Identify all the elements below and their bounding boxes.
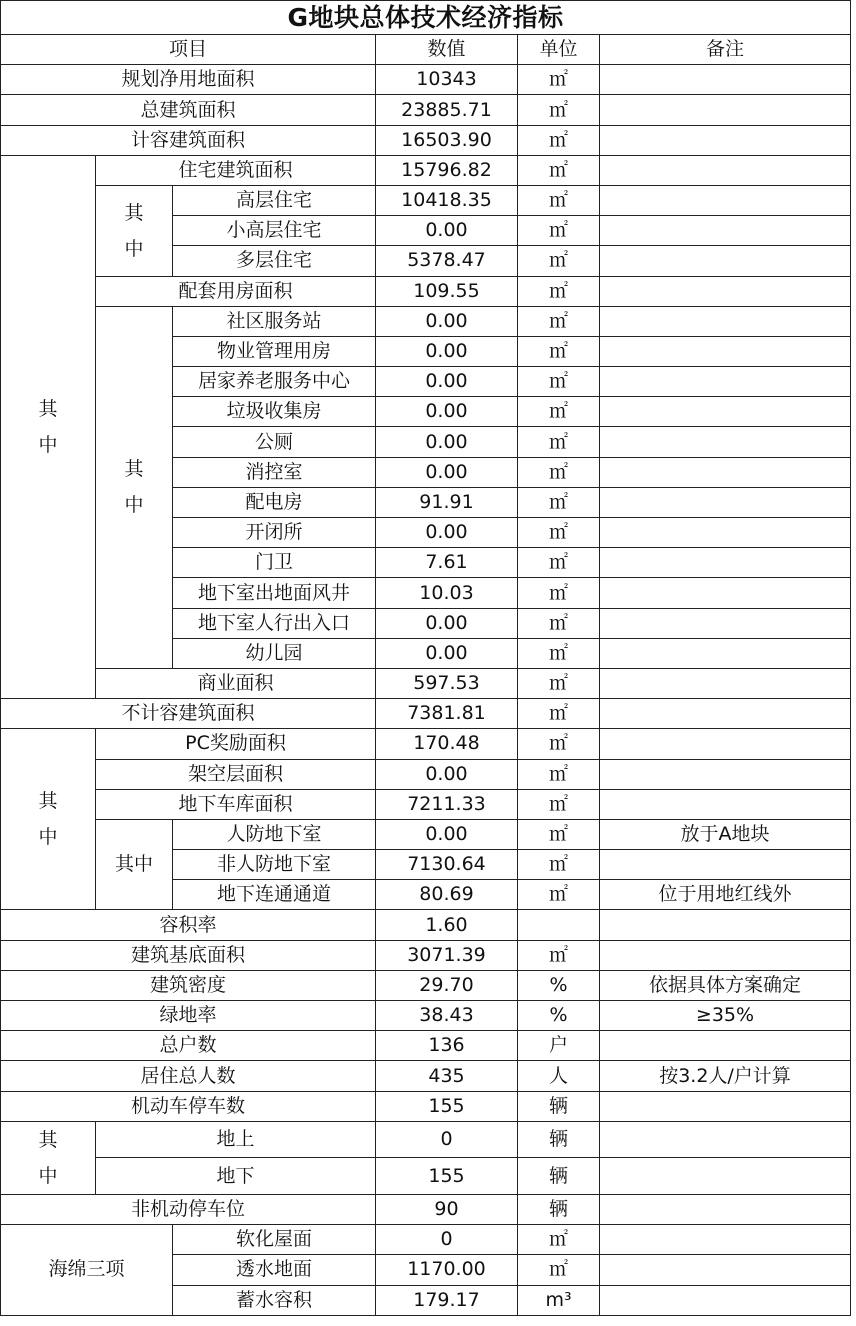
row-label: 非人防地下室 — [173, 850, 376, 880]
row-unit: ㎡ — [518, 759, 600, 789]
table-title: G地块总体技术经济指标 — [1, 1, 851, 35]
row-value: 0.00 — [376, 638, 518, 668]
row-remark — [600, 910, 851, 940]
row-value: 155 — [376, 1158, 518, 1195]
row-unit: 人 — [518, 1061, 600, 1091]
row-remark — [600, 276, 851, 306]
row-value: 91.91 — [376, 487, 518, 517]
row-label: 架空层面积 — [96, 759, 376, 789]
row-label: 消控室 — [173, 457, 376, 487]
header-value: 数值 — [376, 35, 518, 65]
group-label-char: 其 — [124, 458, 144, 481]
row-value: 5378.47 — [376, 246, 518, 276]
row-label: 住宅建筑面积 — [96, 155, 376, 185]
row-value: 0.00 — [376, 216, 518, 246]
row-remark — [600, 548, 851, 578]
row-label: 居家养老服务中心 — [173, 367, 376, 397]
row-unit: ㎡ — [518, 1225, 600, 1255]
table-row — [1, 910, 851, 940]
row-value: 7211.33 — [376, 789, 518, 819]
row-unit: ㎡ — [518, 155, 600, 185]
row-remark — [600, 216, 851, 246]
row-label: 容积率 — [1, 910, 376, 940]
group-label-char: 其 — [38, 790, 58, 813]
row-label: 公厕 — [173, 427, 376, 457]
row-unit: ㎡ — [518, 880, 600, 910]
row-remark — [600, 457, 851, 487]
table-row — [1, 306, 851, 336]
group-label-garage: 其中 — [96, 819, 173, 910]
row-value: 0.00 — [376, 819, 518, 849]
table-row — [1, 185, 851, 215]
row-unit: ㎡ — [518, 578, 600, 608]
row-value: 38.43 — [376, 1001, 518, 1031]
row-unit: % — [518, 970, 600, 1000]
group-label-non-far — [1, 729, 96, 910]
row-label: 蓄水容积 — [173, 1285, 376, 1315]
row-value: 3071.39 — [376, 940, 518, 970]
row-value: 136 — [376, 1031, 518, 1061]
row-label: 居住总人数 — [1, 1061, 376, 1091]
group-label-char: 其 — [38, 1128, 58, 1151]
row-remark — [600, 518, 851, 548]
row-remark — [600, 1091, 851, 1121]
row-remark — [600, 367, 851, 397]
row-remark: ≥35% — [600, 1001, 851, 1031]
row-unit: ㎡ — [518, 699, 600, 729]
table-row — [1, 276, 851, 306]
row-remark — [600, 125, 851, 155]
row-unit: 辆 — [518, 1194, 600, 1224]
row-unit: ㎡ — [518, 397, 600, 427]
row-remark — [600, 940, 851, 970]
row-value: 7381.81 — [376, 699, 518, 729]
row-unit: ㎡ — [518, 518, 600, 548]
row-label: 配套用房面积 — [96, 276, 376, 306]
row-value: 10418.35 — [376, 185, 518, 215]
header-remark: 备注 — [600, 35, 851, 65]
row-remark — [600, 336, 851, 366]
row-label: 物业管理用房 — [173, 336, 376, 366]
row-unit: ㎡ — [518, 246, 600, 276]
row-label: 总户数 — [1, 1031, 376, 1061]
row-label: 建筑密度 — [1, 970, 376, 1000]
row-unit: % — [518, 1001, 600, 1031]
row-remark — [600, 608, 851, 638]
row-value: 155 — [376, 1091, 518, 1121]
row-unit: ㎡ — [518, 850, 600, 880]
row-value: 109.55 — [376, 276, 518, 306]
row-value: 10343 — [376, 65, 518, 95]
row-unit: ㎡ — [518, 216, 600, 246]
row-unit: ㎡ — [518, 306, 600, 336]
row-unit: m³ — [518, 1285, 600, 1315]
row-unit: ㎡ — [518, 548, 600, 578]
row-remark — [600, 699, 851, 729]
row-remark — [600, 427, 851, 457]
table-row — [1, 95, 851, 125]
row-unit: ㎡ — [518, 457, 600, 487]
row-value: 0.00 — [376, 397, 518, 427]
row-unit: ㎡ — [518, 276, 600, 306]
table-row — [1, 1158, 851, 1195]
row-remark — [600, 789, 851, 819]
row-remark — [600, 155, 851, 185]
row-unit: ㎡ — [518, 185, 600, 215]
row-label: 地下车库面积 — [96, 789, 376, 819]
row-value: 1170.00 — [376, 1255, 518, 1285]
row-label: 机动车停车数 — [1, 1091, 376, 1121]
row-unit: 辆 — [518, 1091, 600, 1121]
row-remark — [600, 850, 851, 880]
table-row — [1, 819, 851, 849]
table-row — [1, 65, 851, 95]
row-label: 规划净用地面积 — [1, 65, 376, 95]
row-label: 地下连通通道 — [173, 880, 376, 910]
table-row — [1, 970, 851, 1000]
row-value: 90 — [376, 1194, 518, 1224]
row-value: 29.70 — [376, 970, 518, 1000]
row-remark — [600, 759, 851, 789]
row-label: 幼儿园 — [173, 638, 376, 668]
row-unit: ㎡ — [518, 940, 600, 970]
row-remark — [600, 668, 851, 698]
row-remark — [600, 1285, 851, 1315]
row-remark — [600, 1121, 851, 1158]
group-label-char: 中 — [38, 1164, 58, 1187]
row-unit: 户 — [518, 1031, 600, 1061]
row-remark — [600, 246, 851, 276]
row-remark — [600, 487, 851, 517]
row-remark — [600, 65, 851, 95]
row-value: 0.00 — [376, 759, 518, 789]
row-unit: ㎡ — [518, 819, 600, 849]
header-unit: 单位 — [518, 35, 600, 65]
row-remark — [600, 638, 851, 668]
row-remark: 放于A地块 — [600, 819, 851, 849]
group-label-char: 其 — [124, 201, 144, 224]
row-value: 15796.82 — [376, 155, 518, 185]
row-remark: 位于用地红线外 — [600, 880, 851, 910]
row-remark — [600, 1225, 851, 1255]
row-unit: ㎡ — [518, 336, 600, 366]
table-row — [1, 1121, 851, 1158]
group-label-parking — [1, 1121, 96, 1194]
table-row — [1, 729, 851, 759]
row-label: 配电房 — [173, 487, 376, 517]
row-unit: ㎡ — [518, 367, 600, 397]
table-row — [1, 940, 851, 970]
row-label: 总建筑面积 — [1, 95, 376, 125]
row-value: 23885.71 — [376, 95, 518, 125]
row-unit: ㎡ — [518, 789, 600, 819]
row-value: 597.53 — [376, 668, 518, 698]
row-remark: 按3.2人/户计算 — [600, 1061, 851, 1091]
header-row — [1, 35, 851, 65]
row-remark — [600, 729, 851, 759]
table-row — [1, 759, 851, 789]
row-value: 1.60 — [376, 910, 518, 940]
table-row — [1, 1031, 851, 1061]
row-value: 0 — [376, 1121, 518, 1158]
row-value: 0.00 — [376, 367, 518, 397]
row-remark — [600, 578, 851, 608]
row-value: 0.00 — [376, 518, 518, 548]
group-label-supporting — [96, 306, 173, 668]
group-label-residential — [96, 185, 173, 276]
row-label: 高层住宅 — [173, 185, 376, 215]
row-unit: ㎡ — [518, 729, 600, 759]
group-label-char: 中 — [38, 826, 58, 849]
row-remark: 依据具体方案确定 — [600, 970, 851, 1000]
table-row — [1, 668, 851, 698]
row-label: 门卫 — [173, 548, 376, 578]
row-label: PC奖励面积 — [96, 729, 376, 759]
sponge-label: 海绵三项 — [1, 1225, 173, 1316]
group-label-char: 中 — [38, 433, 58, 456]
row-unit: ㎡ — [518, 427, 600, 457]
row-value: 179.17 — [376, 1285, 518, 1315]
row-remark — [600, 397, 851, 427]
row-remark — [600, 306, 851, 336]
row-value: 0.00 — [376, 457, 518, 487]
row-value: 0 — [376, 1225, 518, 1255]
row-unit: ㎡ — [518, 638, 600, 668]
row-unit: ㎡ — [518, 608, 600, 638]
row-remark — [600, 95, 851, 125]
table-row — [1, 1091, 851, 1121]
row-label: 地下室人行出入口 — [173, 608, 376, 638]
row-value: 0.00 — [376, 608, 518, 638]
row-label: 人防地下室 — [173, 819, 376, 849]
row-unit: ㎡ — [518, 668, 600, 698]
row-label: 不计容建筑面积 — [1, 699, 376, 729]
row-remark — [600, 1255, 851, 1285]
row-label: 地下室出地面风井 — [173, 578, 376, 608]
row-remark — [600, 185, 851, 215]
table-row — [1, 699, 851, 729]
group-label-char: 中 — [124, 237, 144, 260]
row-label: 开闭所 — [173, 518, 376, 548]
row-remark — [600, 1158, 851, 1195]
table-row — [1, 125, 851, 155]
row-label: 小高层住宅 — [173, 216, 376, 246]
table-row — [1, 1001, 851, 1031]
table-row — [1, 789, 851, 819]
row-label: 建筑基底面积 — [1, 940, 376, 970]
row-unit: ㎡ — [518, 1255, 600, 1285]
row-label: 多层住宅 — [173, 246, 376, 276]
row-label: 垃圾收集房 — [173, 397, 376, 427]
row-value: 0.00 — [376, 306, 518, 336]
row-unit — [518, 910, 600, 940]
row-label: 地下 — [96, 1158, 376, 1195]
row-label: 地上 — [96, 1121, 376, 1158]
row-value: 80.69 — [376, 880, 518, 910]
row-unit: ㎡ — [518, 65, 600, 95]
title-row — [1, 1, 851, 35]
row-remark — [600, 1031, 851, 1061]
table-row — [1, 1194, 851, 1224]
row-unit: 辆 — [518, 1158, 600, 1195]
row-label: 软化屋面 — [173, 1225, 376, 1255]
row-unit: ㎡ — [518, 125, 600, 155]
row-label: 非机动停车位 — [1, 1194, 376, 1224]
row-label: 计容建筑面积 — [1, 125, 376, 155]
row-unit: 辆 — [518, 1121, 600, 1158]
table-row — [1, 1061, 851, 1091]
row-label: 绿地率 — [1, 1001, 376, 1031]
table-row — [1, 1225, 851, 1255]
row-value: 0.00 — [376, 427, 518, 457]
row-remark — [600, 1194, 851, 1224]
group-label-char: 其 — [38, 397, 58, 420]
row-value: 10.03 — [376, 578, 518, 608]
row-value: 435 — [376, 1061, 518, 1091]
table-row — [1, 155, 851, 185]
row-label: 社区服务站 — [173, 306, 376, 336]
header-item: 项目 — [1, 35, 376, 65]
row-label: 商业面积 — [96, 668, 376, 698]
row-value: 170.48 — [376, 729, 518, 759]
group-label-char: 中 — [124, 494, 144, 517]
row-label: 透水地面 — [173, 1255, 376, 1285]
row-value: 7.61 — [376, 548, 518, 578]
row-value: 0.00 — [376, 336, 518, 366]
group-label-far — [1, 155, 96, 698]
row-unit: ㎡ — [518, 487, 600, 517]
row-value: 16503.90 — [376, 125, 518, 155]
row-value: 7130.64 — [376, 850, 518, 880]
row-unit: ㎡ — [518, 95, 600, 125]
